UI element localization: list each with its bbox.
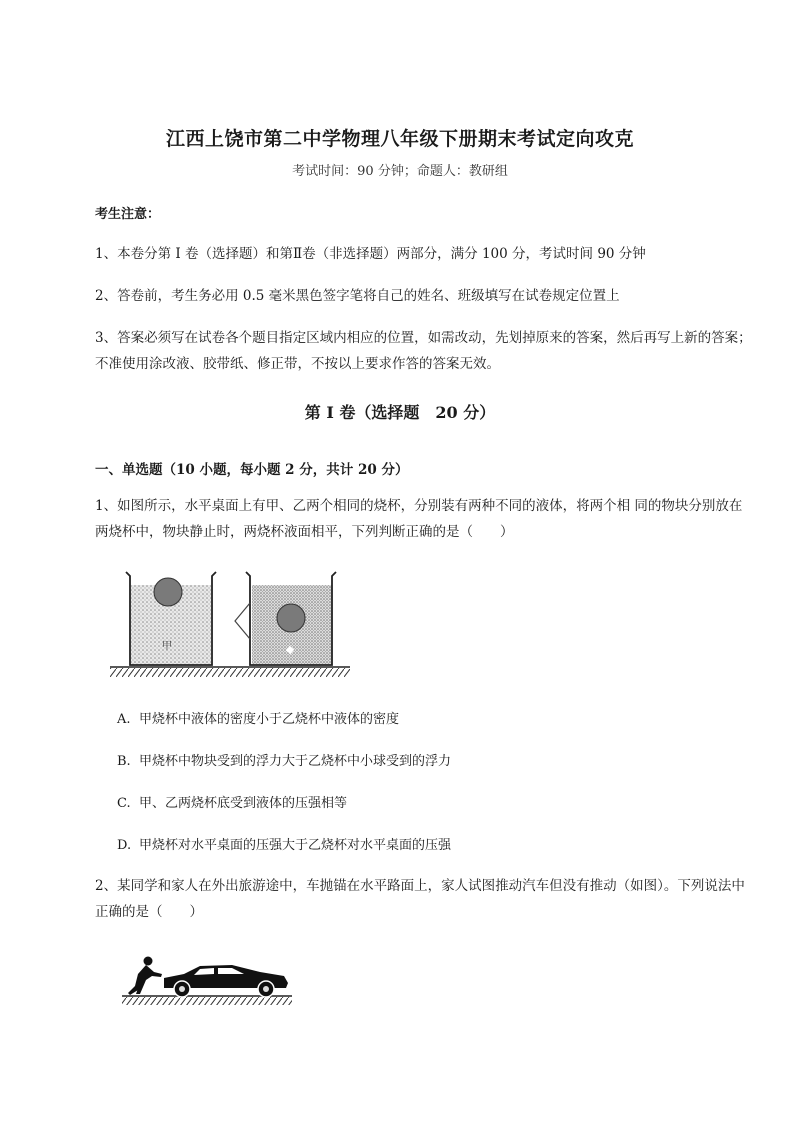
block-yi xyxy=(277,604,305,632)
question-type-heading: 一、单选题（10 小题，每小题 2 分，共计 20 分） xyxy=(95,462,409,478)
beaker-yi xyxy=(235,572,336,665)
notice-heading: 考生注意： xyxy=(95,207,161,222)
beaker-jia xyxy=(126,572,216,665)
person-icon xyxy=(128,957,162,996)
beakers-figure xyxy=(110,565,350,685)
option-a xyxy=(117,708,399,727)
page-title: 江西上饶市第二中学物理八年级下册期末考试定向攻克 xyxy=(165,128,634,150)
option-c xyxy=(117,792,347,811)
option-b xyxy=(117,750,451,769)
option-b-text: 甲烧杯中物块受到的浮力大于乙烧杯中小球受到的浮力 xyxy=(139,754,452,769)
option-d-key: D. xyxy=(117,838,132,853)
question-1-stem: 1、如图所示，水平桌面上有甲、乙两个相同的烧杯，分别装有两种不同的液体，将两个相 同的物块分别放在两烧杯中，物块静止时，两烧杯液面相平，下列判断正确的是（ ） xyxy=(95,498,743,540)
car-icon xyxy=(164,965,288,997)
option-d xyxy=(117,834,451,853)
push-car-figure xyxy=(120,950,300,1010)
notice-item-1: 1、本卷分第 I 卷（选择题）和第Ⅱ卷（非选择题）两部分，满分 100 分，考试时间 90 分钟 xyxy=(95,246,646,262)
block-jia xyxy=(154,578,182,606)
option-a-text: 甲烧杯中液体的密度小于乙烧杯中液体的密度 xyxy=(139,712,400,727)
notice-item-2: 2、答卷前，考生务必用 0.5 毫米黑色签字笔将自己的姓名、班级填写在试卷规定位置上 xyxy=(95,288,620,304)
beaker-label-jia: 甲 xyxy=(162,641,172,652)
question-2-stem: 2、某同学和家人在外出旅游途中，车抛锚在水平路面上，家人试图推动汽车但没有推动（如图）。下列说法中正确的是（ ） xyxy=(95,878,745,920)
option-a-key: A. xyxy=(117,712,131,727)
option-d-text: 甲烧杯对水平桌面的压强大于乙烧杯对水平桌面的压强 xyxy=(139,838,452,853)
section-title: 第 I 卷（选择题 20 分） xyxy=(304,403,496,422)
option-c-key: C. xyxy=(117,796,131,811)
notice-item-3: 3、答案必须写在试卷各个题目指定区域内相应的位置，如需改动，先划掉原来的答案，然后再写上新的答案；不准使用涂改液、胶带纸、修正带，不按以上要求作答的答案无效。 xyxy=(95,330,752,372)
exam-info: 考试时间：90 分钟；命题人：教研组 xyxy=(292,164,508,179)
option-b-key: B. xyxy=(117,754,131,769)
option-c-text: 甲、乙两烧杯底受到液体的压强相等 xyxy=(139,796,348,811)
